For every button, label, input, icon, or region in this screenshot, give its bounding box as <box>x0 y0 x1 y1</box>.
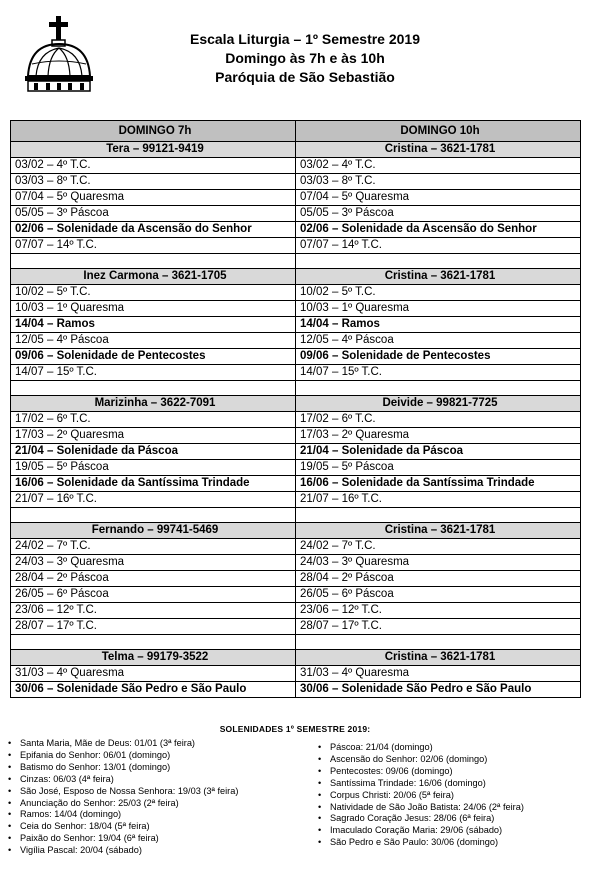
solemnities-title: SOLENIDADES 1º SEMESTRE 2019: <box>219 724 371 734</box>
block-spacer <box>11 508 581 523</box>
date-entry-10h: 14/07 – 15º T.C. <box>296 365 581 381</box>
date-entry-7h: 28/07 – 17º T.C. <box>11 619 296 635</box>
table-row <box>11 555 581 571</box>
date-entry-10h: 17/03 – 2º Quaresma <box>296 428 581 444</box>
contact-10h: Cristina – 3621-1781 <box>296 142 581 158</box>
contact-row <box>11 396 581 412</box>
table-row <box>11 158 581 174</box>
list-item: • São Pedro e São Paulo: 30/06 (domingo) <box>318 837 524 849</box>
date-entry-7h: 07/04 – 5º Quaresma <box>11 190 296 206</box>
list-item: • Cinzas: 06/03 (4ª feira) <box>8 774 238 786</box>
spacer-cell <box>11 698 296 699</box>
date-entry-7h: 12/05 – 4º Páscoa <box>11 333 296 349</box>
block-spacer <box>11 381 581 396</box>
spacer-cell <box>296 698 581 699</box>
table-row <box>11 476 581 492</box>
date-entry-7h: 03/02 – 4º T.C. <box>11 158 296 174</box>
date-entry-7h: 14/04 – Ramos <box>11 317 296 333</box>
list-item: • Natividade de São João Batista: 24/06 (2ª feira) <box>318 802 524 814</box>
list-item: • Ceia do Senhor: 18/04 (5ª feira) <box>8 821 238 833</box>
spacer-cell <box>296 381 581 396</box>
date-entry-10h: 03/02 – 4º T.C. <box>296 158 581 174</box>
block-spacer <box>11 254 581 269</box>
date-entry-10h: 26/05 – 6º Páscoa <box>296 587 581 603</box>
header-schedule: Domingo às 7h e às 10h <box>225 50 385 66</box>
table-row <box>11 365 581 381</box>
list-item: • Sagrado Coração Jesus: 28/06 (6ª feira) <box>318 813 524 825</box>
contact-7h: Telma – 99179-3522 <box>11 650 296 666</box>
date-entry-7h: 10/02 – 5º T.C. <box>11 285 296 301</box>
date-entry-10h: 10/02 – 5º T.C. <box>296 285 581 301</box>
list-item: • Corpus Christi: 20/06 (5ª feira) <box>318 790 524 802</box>
table-row <box>11 492 581 508</box>
list-item: • Batismo do Senhor: 13/01 (domingo) <box>8 762 238 774</box>
contact-7h: Tera – 99121-9419 <box>11 142 296 158</box>
date-entry-10h: 10/03 – 1º Quaresma <box>296 301 581 317</box>
date-entry-10h: 23/06 – 12º T.C. <box>296 603 581 619</box>
date-entry-7h: 28/04 – 2º Páscoa <box>11 571 296 587</box>
header-title: Escala Liturgia – 1º Semestre 2019 <box>189 31 421 47</box>
date-entry-7h: 21/07 – 16º T.C. <box>11 492 296 508</box>
contact-row <box>11 142 581 158</box>
list-item: • São José, Esposo de Nossa Senhora: 19/03 (3ª feira) <box>8 786 238 798</box>
list-item: • Pentecostes: 09/06 (domingo) <box>318 766 524 778</box>
table-row <box>11 301 581 317</box>
table-row <box>11 222 581 238</box>
date-entry-10h: 03/03 – 8º T.C. <box>296 174 581 190</box>
contact-10h: Cristina – 3621-1781 <box>296 650 581 666</box>
contact-7h: Inez Carmona – 3621-1705 <box>11 269 296 285</box>
contact-7h: Marizinha – 3622-7091 <box>11 396 296 412</box>
contact-10h: Cristina – 3621-1781 <box>296 269 581 285</box>
date-entry-7h: 09/06 – Solenidade de Pentecostes <box>11 349 296 365</box>
table-row <box>11 285 581 301</box>
table-row <box>11 333 581 349</box>
date-entry-10h: 21/04 – Solenidade da Páscoa <box>296 444 581 460</box>
table-row <box>11 682 581 698</box>
table-row <box>11 412 581 428</box>
date-entry-7h: 17/02 – 6º T.C. <box>11 412 296 428</box>
table-row <box>11 238 581 254</box>
date-entry-10h: 19/05 – 5º Páscoa <box>296 460 581 476</box>
header-parish: Paróquia de São Sebastião <box>215 69 395 85</box>
column-header-row <box>11 121 581 142</box>
date-entry-7h: 31/03 – 4º Quaresma <box>11 666 296 682</box>
list-item: • Ascensão do Senhor: 02/06 (domingo) <box>318 754 524 766</box>
spacer-cell <box>11 635 296 650</box>
date-entry-10h: 07/04 – 5º Quaresma <box>296 190 581 206</box>
contact-row <box>11 269 581 285</box>
date-entry-7h: 23/06 – 12º T.C. <box>11 603 296 619</box>
contact-row <box>11 523 581 539</box>
table-row <box>11 349 581 365</box>
date-entry-10h: 21/07 – 16º T.C. <box>296 492 581 508</box>
date-entry-10h: 30/06 – Solenidade São Pedro e São Paulo <box>296 682 581 698</box>
date-entry-7h: 05/05 – 3º Páscoa <box>11 206 296 222</box>
column-header-10h: DOMINGO 10h <box>296 121 581 142</box>
date-entry-7h: 03/03 – 8º T.C. <box>11 174 296 190</box>
list-item: • Santa Maria, Mãe de Deus: 01/01 (3ª feira) <box>8 738 238 750</box>
date-entry-10h: 24/03 – 3º Quaresma <box>296 555 581 571</box>
table-row <box>11 666 581 682</box>
block-spacer <box>11 635 581 650</box>
list-item: • Páscoa: 21/04 (domingo) <box>318 742 524 754</box>
table-row <box>11 539 581 555</box>
date-entry-10h: 24/02 – 7º T.C. <box>296 539 581 555</box>
date-entry-7h: 07/07 – 14º T.C. <box>11 238 296 254</box>
spacer-cell <box>296 508 581 523</box>
page-header <box>0 30 590 87</box>
table-row <box>11 206 581 222</box>
table-row <box>11 317 581 333</box>
liturgy-schedule-table <box>10 120 581 698</box>
spacer-cell <box>11 508 296 523</box>
table-row <box>11 587 581 603</box>
spacer-cell <box>11 381 296 396</box>
list-item: • Imaculado Coração Maria: 29/06 (sábado) <box>318 825 524 837</box>
list-item: • Anunciação do Senhor: 25/03 (2ª feira) <box>8 798 238 810</box>
date-entry-10h: 31/03 – 4º Quaresma <box>296 666 581 682</box>
table-row <box>11 428 581 444</box>
date-entry-7h: 26/05 – 6º Páscoa <box>11 587 296 603</box>
date-entry-7h: 21/04 – Solenidade da Páscoa <box>11 444 296 460</box>
table-row <box>11 444 581 460</box>
date-entry-7h: 24/02 – 7º T.C. <box>11 539 296 555</box>
solemnities-list-right <box>318 742 524 849</box>
list-item: • Ramos: 14/04 (domingo) <box>8 809 238 821</box>
table-row <box>11 174 581 190</box>
date-entry-10h: 12/05 – 4º Páscoa <box>296 333 581 349</box>
date-entry-10h: 17/02 – 6º T.C. <box>296 412 581 428</box>
date-entry-7h: 02/06 – Solenidade da Ascensão do Senhor <box>11 222 296 238</box>
spacer-cell <box>296 635 581 650</box>
spacer-cell <box>11 254 296 269</box>
date-entry-10h: 09/06 – Solenidade de Pentecostes <box>296 349 581 365</box>
spacer-cell <box>296 254 581 269</box>
date-entry-7h: 10/03 – 1º Quaresma <box>11 301 296 317</box>
block-spacer <box>11 698 581 699</box>
list-item: • Santíssima Trindade: 16/06 (domingo) <box>318 778 524 790</box>
date-entry-10h: 14/04 – Ramos <box>296 317 581 333</box>
table-row <box>11 603 581 619</box>
contact-row <box>11 650 581 666</box>
contact-10h: Cristina – 3621-1781 <box>296 523 581 539</box>
date-entry-7h: 14/07 – 15º T.C. <box>11 365 296 381</box>
list-item: • Epifania do Senhor: 06/01 (domingo) <box>8 750 238 762</box>
date-entry-7h: 16/06 – Solenidade da Santíssima Trindade <box>11 476 296 492</box>
table-row <box>11 190 581 206</box>
date-entry-10h: 02/06 – Solenidade da Ascensão do Senhor <box>296 222 581 238</box>
date-entry-7h: 17/03 – 2º Quaresma <box>11 428 296 444</box>
date-entry-10h: 07/07 – 14º T.C. <box>296 238 581 254</box>
date-entry-10h: 28/04 – 2º Páscoa <box>296 571 581 587</box>
table-row <box>11 460 581 476</box>
date-entry-10h: 28/07 – 17º T.C. <box>296 619 581 635</box>
contact-7h: Fernando – 99741-5469 <box>11 523 296 539</box>
date-entry-7h: 24/03 – 3º Quaresma <box>11 555 296 571</box>
column-header-7h: DOMINGO 7h <box>11 121 296 142</box>
table-row <box>11 619 581 635</box>
list-item: • Vigília Pascal: 20/04 (sábado) <box>8 845 238 857</box>
list-item: • Paixão do Senhor: 19/04 (6ª feira) <box>8 833 238 845</box>
date-entry-7h: 30/06 – Solenidade São Pedro e São Paulo <box>11 682 296 698</box>
date-entry-10h: 05/05 – 3º Páscoa <box>296 206 581 222</box>
contact-10h: Deivide – 99821-7725 <box>296 396 581 412</box>
date-entry-7h: 19/05 – 5º Páscoa <box>11 460 296 476</box>
table-row <box>11 571 581 587</box>
date-entry-10h: 16/06 – Solenidade da Santíssima Trindade <box>296 476 581 492</box>
solemnities-list-left <box>8 738 238 857</box>
